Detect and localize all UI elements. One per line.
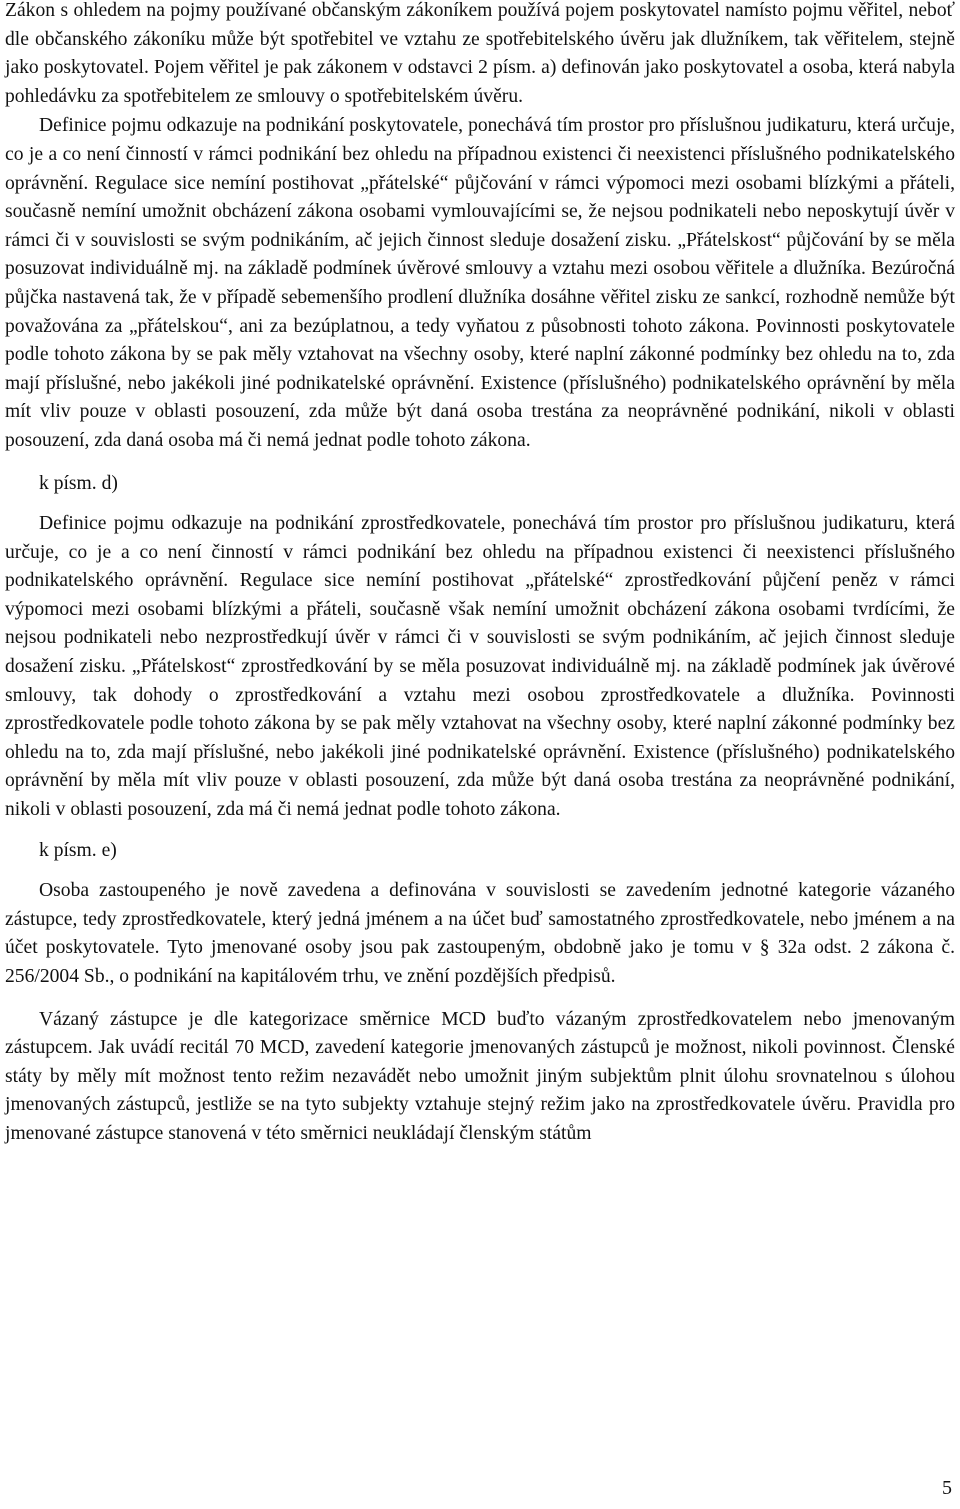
paragraph-creditor-definition: Zákon s ohledem na pojmy používané občanským zákoníkem používá pojem poskytovatel namísto pojmu věřitel, neboť dle občanského zákoníku může být spotřebitel ve vztahu ze spotřebitelského úvěru jak dlužníkem, tak věřitelem, stejně jako poskytovatel. Pojem věřitel je pak zákonem v odstavci 2 písm. a) definován jako poskytovatel a osoba, která nabyla pohledávku za spotřebitelem ze smlouvy o spotřebitelském úvěru. — [5, 0, 955, 107]
paragraph-intermediary-definition: Definice pojmu odkazuje na podnikání zprostředkovatele, ponechává tím prostor pro příslušnou judikaturu, která určuje, co je a co není činností v rámci podnikání bez ohledu na případnou existenci či neexistenci příslušného podnikatelského oprávnění. Regulace sice nemíní postihovat „přátelské“ zprostředkování půjčení peněz v rámci výpomoci mezi osobami blízkými a přáteli, současně však nemíní umožnit obcházení zákona osobami tvrdícími, že nejsou podnikateli nebo nezprostředkují úvěr v rámci či v souvislosti se svým podnikáním, ač jejich činnost sleduje dosažení zisku. „Přátelskost“ zprostředkování by se měla posuzovat individuálně mj. na základě podmínek jak úvěrové smlouvy, tak dohody o zprostředkování a vztahu mezi osobou zprostředkovatele a dlužníka. Povinnosti zprostředkovatele podle tohoto zákona by se pak měly vztahovat na všechny osoby, které naplní zákonné podmínky bez ohledu na to, zda mají příslušné, nebo jakékoli jiné podnikatelské oprávnění. Existence (příslušného) podnikatelského oprávnění by měla mít vliv pouze v oblasti posouzení, zda může být daná osoba trestána za neoprávněné podnikání, nikoli v oblasti posouzení, zda má či nemá jednat podle tohoto zákona. — [5, 513, 955, 821]
document-page — [5, 0, 955, 1149]
section-heading-letter-d: k písm. d) — [39, 472, 118, 494]
paragraph-tied-agent: Vázaný zástupce je dle kategorizace směrnice MCD buďto vázaným zprostředkovatelem nebo jmenovaným zástupcem. Jak uvádí recitál 70 MCD, zavedení kategorie jmenovaných zástupců je možnost, nikoli povinnost. Členské státy by měly mít možnost tento režim nezavádět nebo umožnit jiným subjektům plnit úlohu srovnatelnou s úlohou jmenovaných zástupců, jestliže se na tyto subjekty vztahuje stejný režim jako na zprostředkovatele úvěru. Pravidla pro jmenované zástupce stanovená v této směrnici neukládají členským státům — [5, 1008, 955, 1144]
paragraph-represented-person: Osoba zastoupeného je nově zavedena a definována v souvislosti se zavedením jednotné kategorie vázaného zástupce, tedy zprostředkovatele, který jedná jménem a na účet buď samostatného zprostředkovatele, nebo jménem a na účet poskytovatele. Tyto jmenované osoby jsou pak zastoupeným, obdobně jako je tomu v § 32a odst. 2 zákona č. 256/2004 Sb., o podnikání na kapitálovém trhu, ve znění pozdějších předpisů. — [5, 880, 955, 987]
paragraph-provider-definition: Definice pojmu odkazuje na podnikání poskytovatele, ponechává tím prostor pro příslušnou judikaturu, která určuje, co je a co není činností v rámci podnikání bez ohledu na případnou existenci či neexistenci příslušného podnikatelského oprávnění. Regulace sice nemíní postihovat „přátelské“ půjčování v rámci výpomoci mezi osobami blízkými a přáteli, současně nemíní umožnit obcházení zákona osobami vymlouvajícími se, že nejsou podnikateli nebo neposkytují úvěr v rámci či v souvislosti se svým podnikáním, ač jejich činnost sleduje dosažení zisku. „Přátelskost“ půjčování by se měla posuzovat individuálně mj. na základě podmínek úvěrové smlouvy a vztahu mezi osobou věřitele a dlužníka. Bezúročná půjčka nastavená tak, že v případě sebemenšího prodlení dlužníka dosáhne věřitel zisku ze sankcí, rozhodně nemůže být považována za „přátelskou“, ani za bezúplatnou, a tedy vyňatou z působnosti tohoto zákona. Povinnosti poskytovatele podle tohoto zákona by se pak měly vztahovat na všechny osoby, které naplní zákonné podmínky bez ohledu na to, zda mají příslušné, nebo jakékoli jiné podnikatelské oprávnění. Existence (příslušného) podnikatelského oprávnění by měla mít vliv pouze v oblasti posouzení, zda může být daná osoba trestána za neoprávněné podnikání, nikoli v oblasti posouzení, zda daná osoba má či nemá jednat podle tohoto zákona. — [5, 115, 955, 451]
section-heading-letter-e: k písm. e) — [39, 839, 117, 861]
page-number: 5 — [942, 1477, 952, 1499]
